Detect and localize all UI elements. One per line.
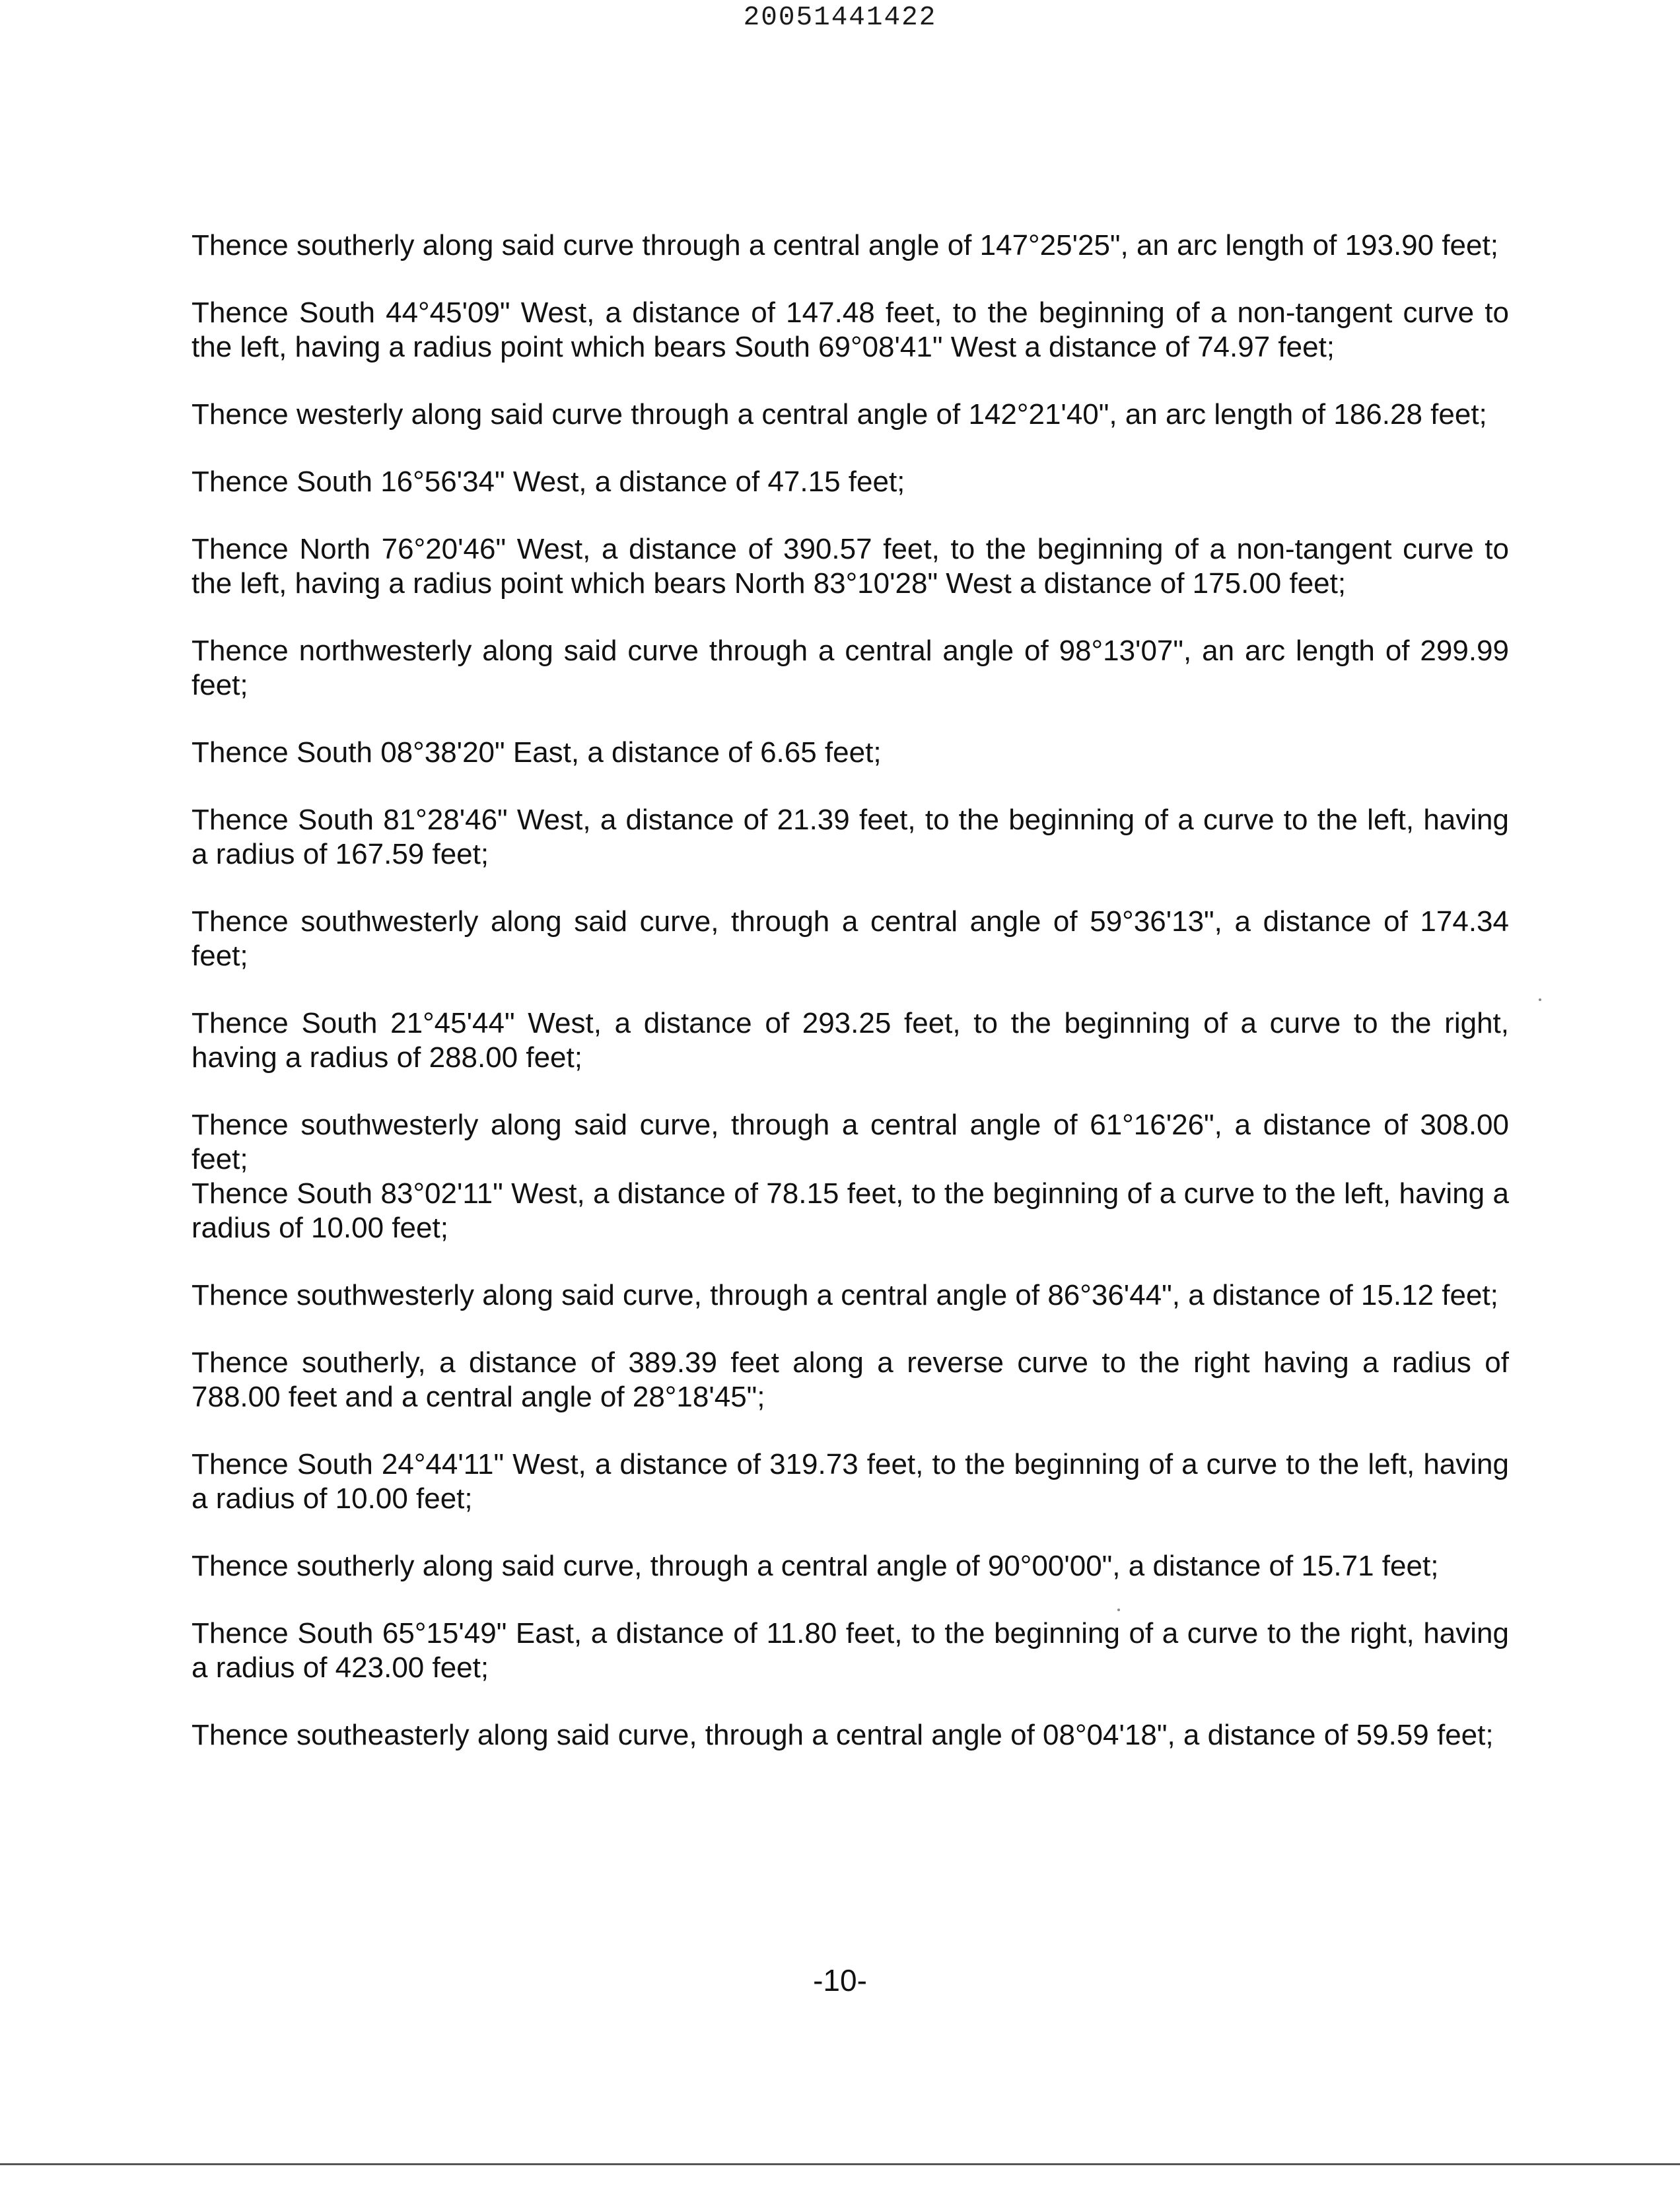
paragraph-13: Thence southwesterly along said curve, through a central angle of 86°36'44", a distance of 15.12 feet; — [192, 1279, 1498, 1311]
paragraph-16: Thence southerly along said curve, through a central angle of 90°00'00", a distance of 15.71 feet; — [192, 1550, 1439, 1582]
paragraph-1: Thence southerly along said curve through a central angle of 147°25'25", an arc length of 193.90 feet; — [192, 229, 1498, 261]
scan-speck — [1539, 998, 1541, 1001]
paragraph-18: Thence southeasterly along said curve, through a central angle of 08°04'18", a distance of 59.59 feet; — [192, 1719, 1494, 1751]
scan-speck — [1117, 1609, 1120, 1611]
paragraph-10: Thence South 21°45'44" West, a distance of 293.25 feet, to the beginning of a curve to the right, having a radius of 288.00 feet; — [192, 1007, 1509, 1074]
paragraph-7: Thence South 08°38'20" East, a distance of 6.65 feet; — [192, 736, 882, 769]
paragraph-2: Thence South 44°45'09" West, a distance of 147.48 feet, to the beginning of a non-tangent curve to the left, having a radius point which bears South 69°08'41" West a distance of 74.97 feet; — [192, 296, 1509, 363]
page-number: -10- — [813, 1963, 867, 1997]
legal-description-body — [192, 228, 1509, 1786]
bottom-rule — [0, 2163, 1680, 2165]
document-number: 20051441422 — [743, 3, 937, 33]
paragraph-6: Thence northwesterly along said curve through a central angle of 98°13'07", an arc length of 299.99 feet; — [192, 635, 1509, 701]
paragraph-15: Thence South 24°44'11" West, a distance of 319.73 feet, to the beginning of a curve to the left, having a radius of 10.00 feet; — [192, 1448, 1509, 1515]
paragraph-11: Thence southwesterly along said curve, through a central angle of 61°16'26", a distance of 308.00 feet; — [192, 1109, 1509, 1175]
paragraph-4: Thence South 16°56'34" West, a distance of 47.15 feet; — [192, 466, 905, 498]
paragraph-5: Thence North 76°20'46" West, a distance of 390.57 feet, to the beginning of a non-tangent curve to the left, having a radius point which bears North 83°10'28" West a distance of 175.00 feet; — [192, 533, 1509, 600]
paragraph-9: Thence southwesterly along said curve, through a central angle of 59°36'13", a distance of 174.34 feet; — [192, 905, 1509, 972]
paragraph-8: Thence South 81°28'46" West, a distance of 21.39 feet, to the beginning of a curve to the left, having a radius of 167.59 feet; — [192, 804, 1509, 870]
paragraph-14: Thence southerly, a distance of 389.39 feet along a reverse curve to the right having a radius of 788.00 feet and a central angle of 28°18'45"; — [192, 1346, 1509, 1413]
paragraph-3: Thence westerly along said curve through a central angle of 142°21'40", an arc length of 186.28 feet; — [192, 398, 1487, 431]
paragraph-17: Thence South 65°15'49" East, a distance of 11.80 feet, to the beginning of a curve to the right, having a radius of 423.00 feet; — [192, 1617, 1509, 1684]
paragraph-12: Thence South 83°02'11" West, a distance of 78.15 feet, to the beginning of a curve to the left, having a radius of 10.00 feet; — [192, 1177, 1509, 1244]
